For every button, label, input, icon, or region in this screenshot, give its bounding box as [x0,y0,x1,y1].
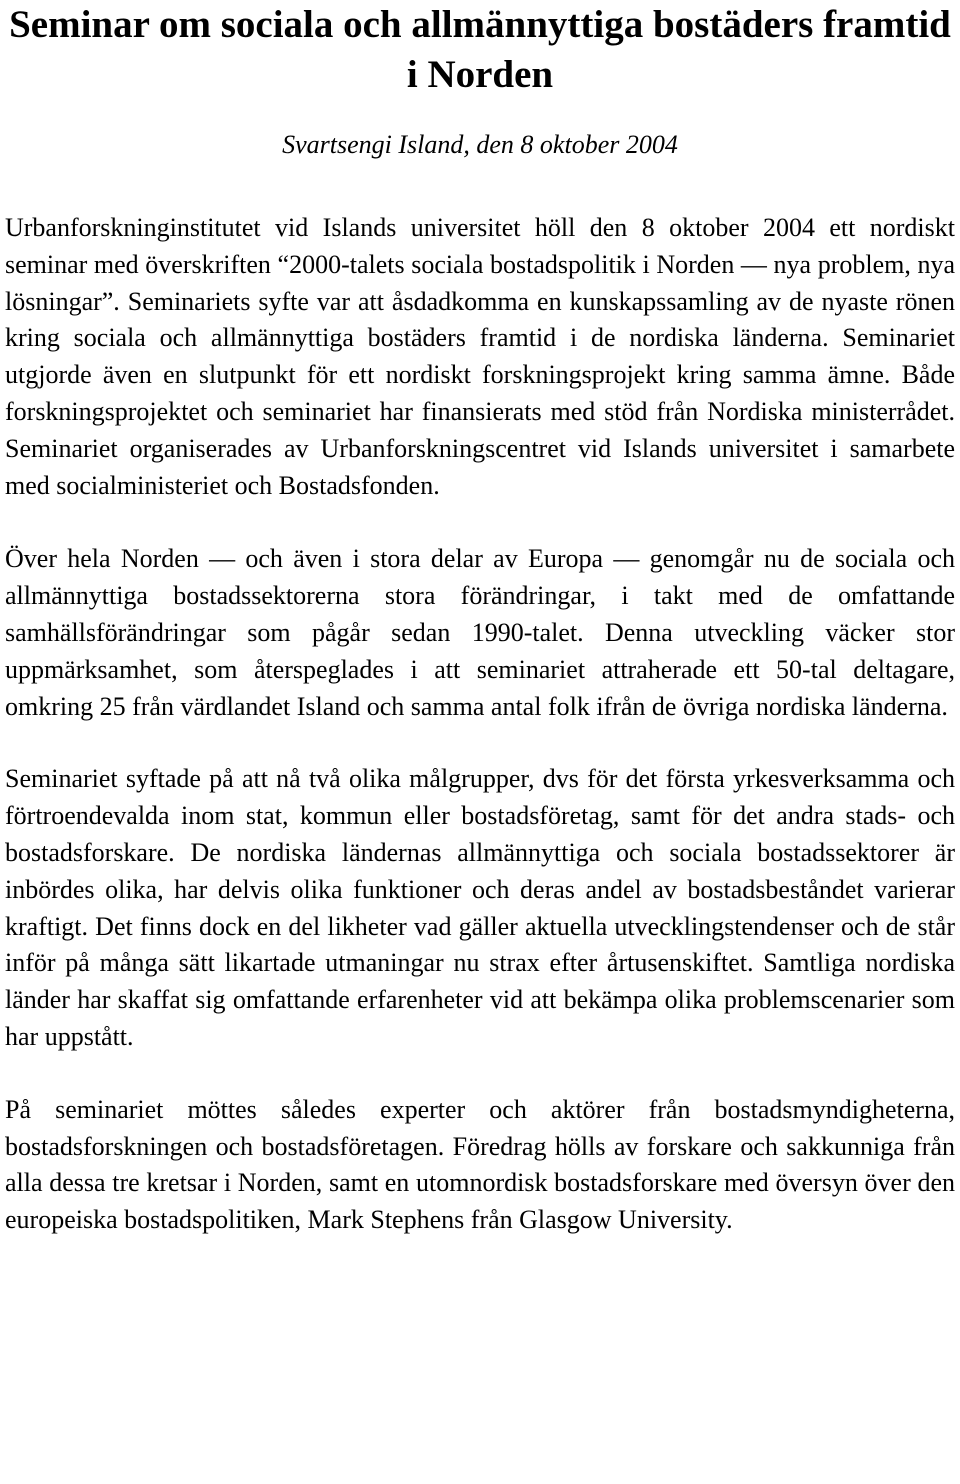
paragraph-target-groups: Seminariet syftade på att nå två olika målgrupper, dvs för det första yrkesverksamma och förtroendevalda inom stat, kommun eller bostadsföretag, samt för det andra stads- och bostadsforskare. De nordiska ländernas allmännyttiga och sociala bostadssektorer är inbördes olika, har delvis olika funktioner och deras andel av bostadsbeståndet varierar kraftigt. Det finns dock en del likheter vad gäller aktuella utvecklingstendenser och de står inför på många sätt likartade utmaningar nu strax efter årtusenskiftet. Samtliga nordiska länder har skaffat sig omfattande erfarenheter vid att bekämpa olika problemscenarier som har uppstått. [5,764,955,1051]
paragraph-participants: På seminariet möttes således experter och aktörer från bostadsmyndigheterna, bostadsforskningen och bostadsföretagen. Föredrag hölls av forskare och sakkunniga från alla dessa tre kretsar i Norden, samt en utomnordisk bostadsforskare med översyn över den europeiska bostadspolitiken, Mark Stephens från Glasgow University. [5,1094,955,1235]
document-subtitle: Svartsengi Island, den 8 oktober 2004 [282,130,678,159]
document-title: Seminar om sociala och allmännyttiga bostäders framtid i Norden [9,3,951,96]
paragraph-background: Över hela Norden — och även i stora delar av Europa — genomgår nu de sociala och allmännyttiga bostadssektorerna stora förändringar, i takt med de omfattande samhällsförändringar som pågår sedan 1990-talet. Denna utveckling väcker stor uppmärksamhet, som återspeglades i att seminariet attraherade ett 50-tal deltagare, omkring 25 från värdlandet Island och samma antal folk ifrån de övriga nordiska länderna. [5,544,955,721]
paragraph-intro: Urbanforskninginstitutet vid Islands universitet höll den 8 oktober 2004 ett nordiskt seminar med överskriften “2000-talets sociala bostadspolitik i Norden — nya problem, nya lösningar”. Seminariets syfte var att åsdadkomma en kunskapssamling av de nyaste rönen kring sociala och allmännyttiga bostäders framtid i de nordiska länderna. Seminariet utgjorde även en slutpunkt för ett nordiskt forskningsprojekt kring samma ämne. Både forskningsprojektet och seminariet har finansierats med stöd från Nordiska ministerrådet. Seminariet organiserades av Urbanforskningscentret vid Islands universitet i samarbete med socialministeriet och Bostadsfonden. [5,213,955,500]
